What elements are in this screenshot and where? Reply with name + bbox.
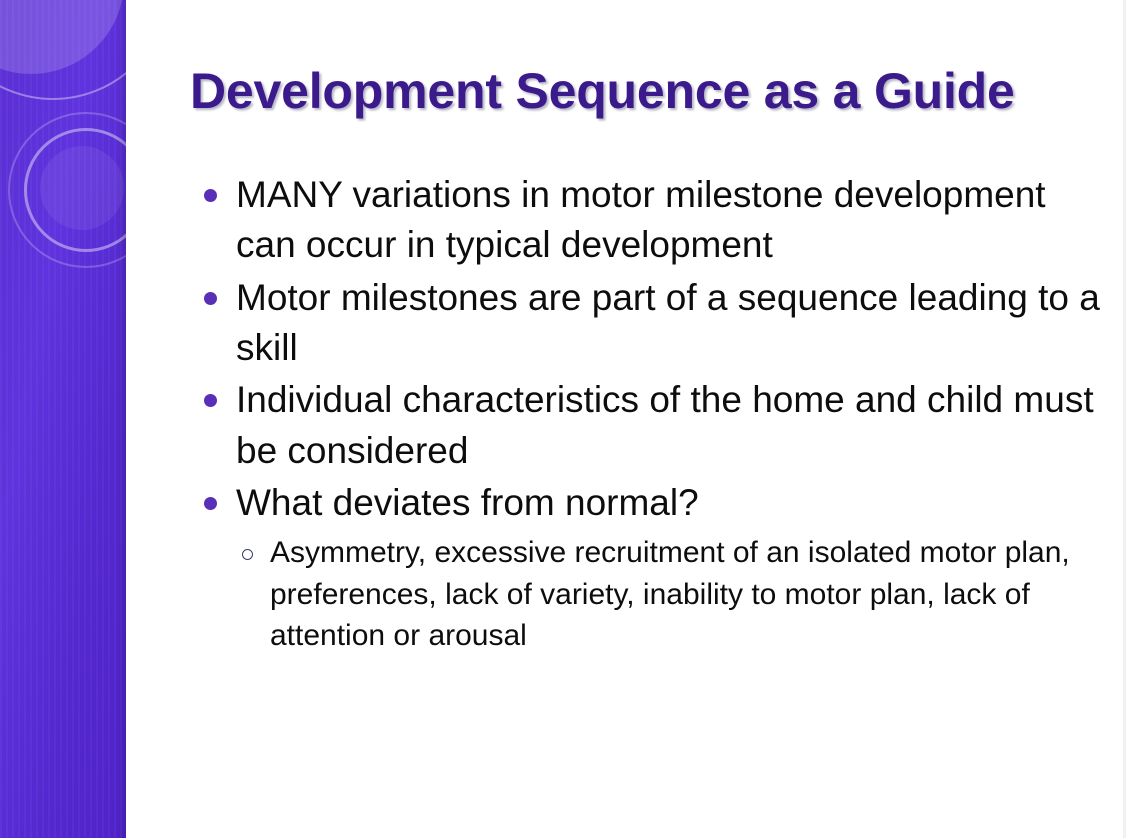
- sub-bullet-list: [184, 532, 1114, 656]
- bullet-circle-icon: [242, 549, 253, 560]
- bullet-dot-icon: [204, 292, 217, 305]
- list-item: [184, 478, 1114, 528]
- list-item-text: MANY variations in motor milestone development can occur in typical development: [236, 174, 1046, 266]
- sidebar-edge-shadow: [116, 0, 126, 838]
- slide-content: [126, 0, 1126, 838]
- bullet-list: [184, 170, 1114, 656]
- ring-decoration-large: [0, 0, 126, 100]
- list-item-text: Individual characteristics of the home and child must be considered: [236, 379, 1094, 471]
- slide-title: Development Sequence as a Guide: [190, 63, 1015, 119]
- list-item: [184, 273, 1114, 374]
- list-item: [184, 170, 1114, 271]
- decorative-sidebar: [0, 0, 126, 838]
- list-item: [184, 375, 1114, 476]
- bullet-dot-icon: [204, 394, 217, 407]
- sub-list-item-text: Asymmetry, excessive recruitment of an isolated motor plan, preferences, lack of variety, inability to motor plan, lack of attention or arousal: [270, 536, 1070, 652]
- bullet-dot-icon: [204, 189, 217, 202]
- list-item-text: What deviates from normal?: [236, 481, 699, 523]
- sub-list-item: [184, 532, 1114, 656]
- list-item-text: Motor milestones are part of a sequence leading to a skill: [236, 276, 1100, 368]
- bullet-dot-icon: [204, 497, 217, 510]
